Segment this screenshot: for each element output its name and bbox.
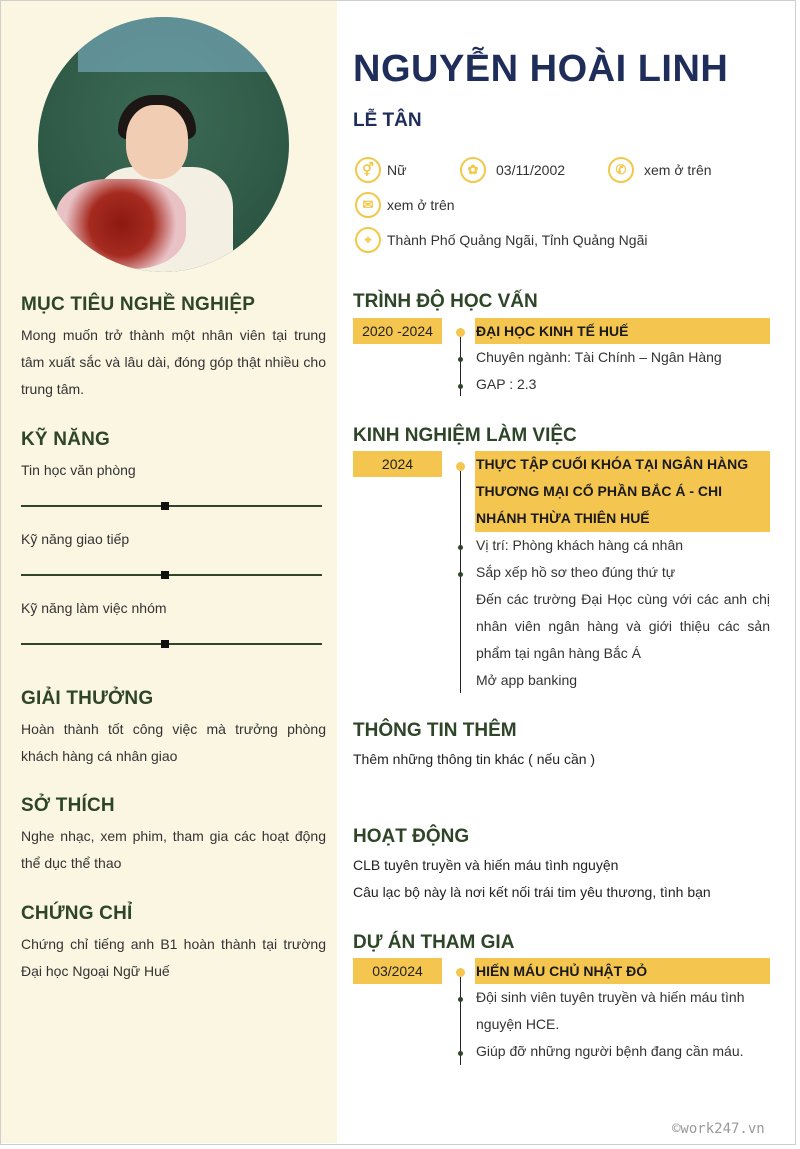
project-name: HIẾN MÁU CHỦ NHẬT ĐỎ — [475, 958, 770, 984]
skill-level-marker — [161, 640, 169, 648]
bullet — [458, 545, 463, 550]
dob-info — [460, 157, 565, 183]
bullet — [458, 1051, 463, 1056]
bullet — [458, 572, 463, 577]
birthday-cake-icon: ✿ — [460, 157, 486, 183]
profile-photo — [38, 17, 289, 272]
activities-line: CLB tuyên truyền và hiến máu tình nguyện — [353, 857, 619, 873]
email-icon: ✉ — [355, 192, 381, 218]
school-name: ĐẠI HỌC KINH TẾ HUẾ — [475, 318, 770, 344]
experience-position: Vị trí: Phòng khách hàng cá nhân — [476, 537, 684, 553]
bullet — [458, 997, 463, 1002]
address-info — [355, 227, 647, 253]
gender-value: Nữ — [387, 162, 407, 178]
project-date: 03/2024 — [353, 958, 442, 984]
activities-title: HOẠT ĐỘNG — [353, 826, 470, 847]
experience-title: KINH NGHIỆM LÀM VIỆC — [353, 425, 577, 446]
skill-level-marker — [161, 571, 169, 579]
timeline-dot — [456, 462, 465, 471]
certificates-text: Chứng chỉ tiếng anh B1 hoàn thành tại trường Đại học Ngoại Ngữ Huế — [21, 936, 326, 979]
more-info-title: THÔNG TIN THÊM — [353, 720, 517, 741]
gender-icon: ⚥ — [355, 157, 381, 183]
phone-icon: ✆ — [608, 157, 634, 183]
objective-title: MỤC TIÊU NGHỀ NGHIỆP — [21, 294, 256, 315]
awards-title: GIẢI THƯỞNG — [21, 688, 154, 709]
skill-level-marker — [161, 502, 169, 510]
experience-task: Mở app banking — [476, 672, 578, 688]
hobbies-section — [21, 795, 326, 877]
objective-section — [21, 294, 326, 403]
certificates-title: CHỨNG CHỈ — [21, 903, 133, 924]
awards-text: Hoàn thành tốt công việc mà trưởng phòng khách hàng cá nhân giao — [21, 721, 326, 764]
watermark: ©work247.vn — [672, 1121, 765, 1137]
hobbies-text: Nghe nhạc, xem phim, tham gia các hoạt động thể dục thể thao — [21, 828, 326, 871]
skills-section — [21, 429, 326, 659]
experience-task: Đến các trường Đại Học cùng với các anh chị nhân viên ngân hàng và giới thiệu các sản phẩm tại ngân hàng Bắc Á — [476, 591, 770, 661]
timeline-dot — [456, 968, 465, 977]
education-date: 2020 -2024 — [353, 318, 442, 344]
bullet — [458, 357, 463, 362]
skill-bar — [21, 505, 322, 507]
experience-task: Sắp xếp hồ sơ theo đúng thứ tự — [476, 564, 676, 580]
candidate-name: NGUYỄN HOÀI LINH — [353, 48, 729, 90]
skill-bar — [21, 574, 322, 576]
candidate-role: LỄ TÂN — [353, 110, 422, 131]
education-title: TRÌNH ĐỘ HỌC VẤN — [353, 291, 538, 312]
certificates-section — [21, 903, 326, 985]
map-pin-icon: ⌖ — [355, 227, 381, 253]
awards-section — [21, 688, 326, 770]
bullet — [458, 384, 463, 389]
skill-label: Kỹ năng làm việc nhóm — [21, 600, 167, 616]
email-info — [355, 192, 455, 218]
education-gpa: GAP : 2.3 — [476, 376, 537, 392]
skill-bar — [21, 643, 322, 645]
activities-line: Câu lạc bộ này là nơi kết nối trái tim yêu thương, tình bạn — [353, 884, 711, 900]
timeline-line — [460, 462, 461, 693]
phone-value: xem ở trên — [644, 162, 712, 178]
email-value: xem ở trên — [387, 197, 455, 213]
skills-title: KỸ NĂNG — [21, 429, 111, 450]
company-name: THỰC TẬP CUỐI KHÓA TẠI NGÂN HÀNG THƯƠNG MẠI CỔ PHẦN BẮC Á - CHI NHÁNH THỪA THIÊN HUẾ — [475, 451, 770, 532]
address-value: Thành Phố Quảng Ngãi, Tỉnh Quảng Ngãi — [387, 232, 648, 248]
timeline-dot — [456, 328, 465, 337]
experience-date: 2024 — [353, 451, 442, 477]
more-info-text: Thêm những thông tin khác ( nếu cần ) — [353, 751, 596, 767]
objective-text: Mong muốn trở thành một nhân viên tại trung tâm xuất sắc và lâu dài, đóng góp thật nhiều cho trung tâm. — [21, 327, 326, 397]
project-item: Đội sinh viên tuyên truyền và hiến máu tình nguyện HCE. — [476, 989, 745, 1032]
gender-info — [355, 157, 406, 183]
skill-label: Tin học văn phòng — [21, 462, 136, 478]
education-major: Chuyên ngành: Tài Chính – Ngân Hàng — [476, 349, 722, 365]
phone-info — [608, 157, 712, 183]
dob-value: 03/11/2002 — [496, 162, 566, 178]
skill-label: Kỹ năng giao tiếp — [21, 531, 130, 547]
hobbies-title: SỞ THÍCH — [21, 795, 115, 816]
projects-title: DỰ ÁN THAM GIA — [353, 932, 515, 953]
project-item: Giúp đỡ những người bệnh đang cần máu. — [476, 1043, 744, 1059]
